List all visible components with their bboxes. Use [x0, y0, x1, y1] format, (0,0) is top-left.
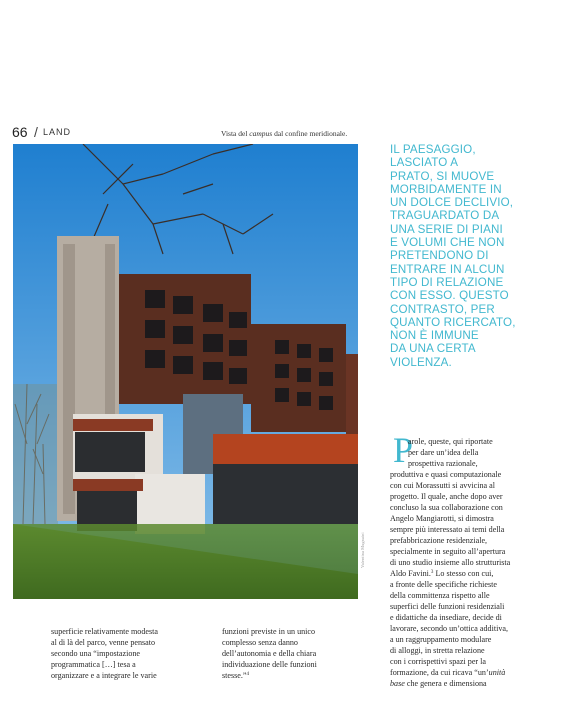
body-italic: unità: [488, 668, 506, 677]
pullquote-line: PRETENDONO DI: [390, 249, 489, 263]
body-italic: base: [390, 679, 405, 688]
pullquote-line: TRAGUARDATO DA: [390, 209, 500, 223]
pullquote-line: CON ESSO. QUESTO: [390, 289, 509, 303]
pullquote-line: UNA SERIE DI PIANI: [390, 222, 503, 236]
page-header: [12, 124, 572, 140]
footnote-ref: 3: [430, 570, 434, 575]
body-fragment: che genera e dimensiona: [404, 679, 487, 688]
body-text-right: [390, 436, 566, 689]
body-line: al di là del parco, venne pensato: [51, 638, 156, 647]
body-line: arole, queste, qui riportate: [408, 437, 493, 446]
pullquote-line: CONTRASTO, PER: [390, 302, 495, 316]
body-line: [390, 568, 566, 579]
body-line: Angelo Mangiarotti, si dimostra: [390, 514, 494, 523]
caption-suffix: dal confine meridionale.: [272, 129, 348, 138]
body-line: specialmente in seguito all’apertura: [390, 547, 506, 556]
pullquote-line: TIPO DI RELAZIONE: [390, 275, 504, 289]
body-line: per dare un’idea della: [408, 448, 479, 457]
body-line: prefabbricazione residenziale,: [390, 536, 488, 545]
footnote-ref: 4: [246, 672, 249, 677]
pullquote-line: VIOLENZA.: [390, 355, 452, 369]
body-line: lavorare, secondo un’ottica additiva,: [390, 624, 508, 633]
body-line: [222, 670, 372, 681]
body-line: progetto. Il quale, anche dopo aver: [390, 492, 503, 501]
pullquote-line: UN DOLCE DECLIVIO,: [390, 196, 514, 210]
body-line: con i corrispettivi spazi per la: [390, 657, 486, 666]
pull-quote: [390, 143, 565, 369]
body-line: funzioni previste in un unico: [222, 627, 316, 636]
body-text-col-b: [222, 626, 372, 681]
pullquote-line: DA UNA CERTA: [390, 342, 476, 356]
pullquote-line: IL PAESAGGIO,: [390, 143, 476, 156]
body-line: superfici delle funzioni residenziali: [390, 602, 505, 611]
body-fragment: Lo stesso con cui,: [433, 569, 494, 578]
drop-cap: P: [393, 430, 414, 470]
pullquote-line: E VOLUMI CHE NON: [390, 236, 505, 250]
pullquote-line: NON È IMMUNE: [390, 329, 479, 343]
body-line: della committenza rispetto alle: [390, 591, 490, 600]
body-line: di alloggi, in stretta relazione: [390, 646, 485, 655]
body-line: e didattiche da insediare, decide di: [390, 613, 502, 622]
body-line: a un raggruppamento modulare: [390, 635, 492, 644]
body-line: dell’autonomia e della chiara: [222, 649, 317, 658]
body-line: a fronte delle specifiche richieste: [390, 580, 497, 589]
body-fragment: stesse.”: [222, 671, 247, 680]
body-line: sempre più interessato ai temi della: [390, 525, 505, 534]
caption-italic: campus: [249, 129, 273, 138]
pullquote-line: LASCIATO A: [390, 156, 459, 170]
page-number: 66: [12, 124, 28, 140]
body-line: superficie relativamente modesta: [51, 627, 158, 636]
body-line: produttiva e quasi computazionale: [390, 470, 502, 479]
pullquote-line: QUANTO RICERCATO,: [390, 315, 516, 329]
section-name: LAND: [43, 127, 72, 137]
photo-caption: [221, 129, 347, 138]
caption-prefix: Vista del: [221, 129, 250, 138]
body-line: [390, 678, 566, 689]
header-separator: /: [34, 124, 38, 140]
body-line: di uno studio insieme allo strutturista: [390, 558, 511, 567]
body-line: programmatica […] tesa a: [51, 660, 136, 669]
body-text-col-a: [51, 626, 201, 681]
body-line: [390, 667, 566, 678]
body-line: secondo una “impostazione: [51, 649, 141, 658]
body-line: organizzare e a integrare le varie: [51, 671, 157, 680]
campus-photo: [13, 144, 358, 599]
body-line: con cui Morassutti si avvicina al: [390, 481, 495, 490]
pullquote-line: ENTRARE IN ALCUN: [390, 262, 505, 276]
body-line: individuazione delle funzioni: [222, 660, 317, 669]
photo-credit: Valentina Mugnaini: [360, 532, 365, 568]
body-fragment: Aldo Favini.: [390, 569, 431, 578]
body-fragment: formazione, da cui ricava “un’: [390, 668, 489, 677]
body-line: prospettiva razionale,: [408, 459, 478, 468]
body-line: complesso senza danno: [222, 638, 298, 647]
pullquote-line: MORBIDAMENTE IN: [390, 182, 502, 196]
body-line: concluso la sua collaborazione con: [390, 503, 503, 512]
pullquote-line: PRATO, SI MUOVE: [390, 169, 495, 183]
